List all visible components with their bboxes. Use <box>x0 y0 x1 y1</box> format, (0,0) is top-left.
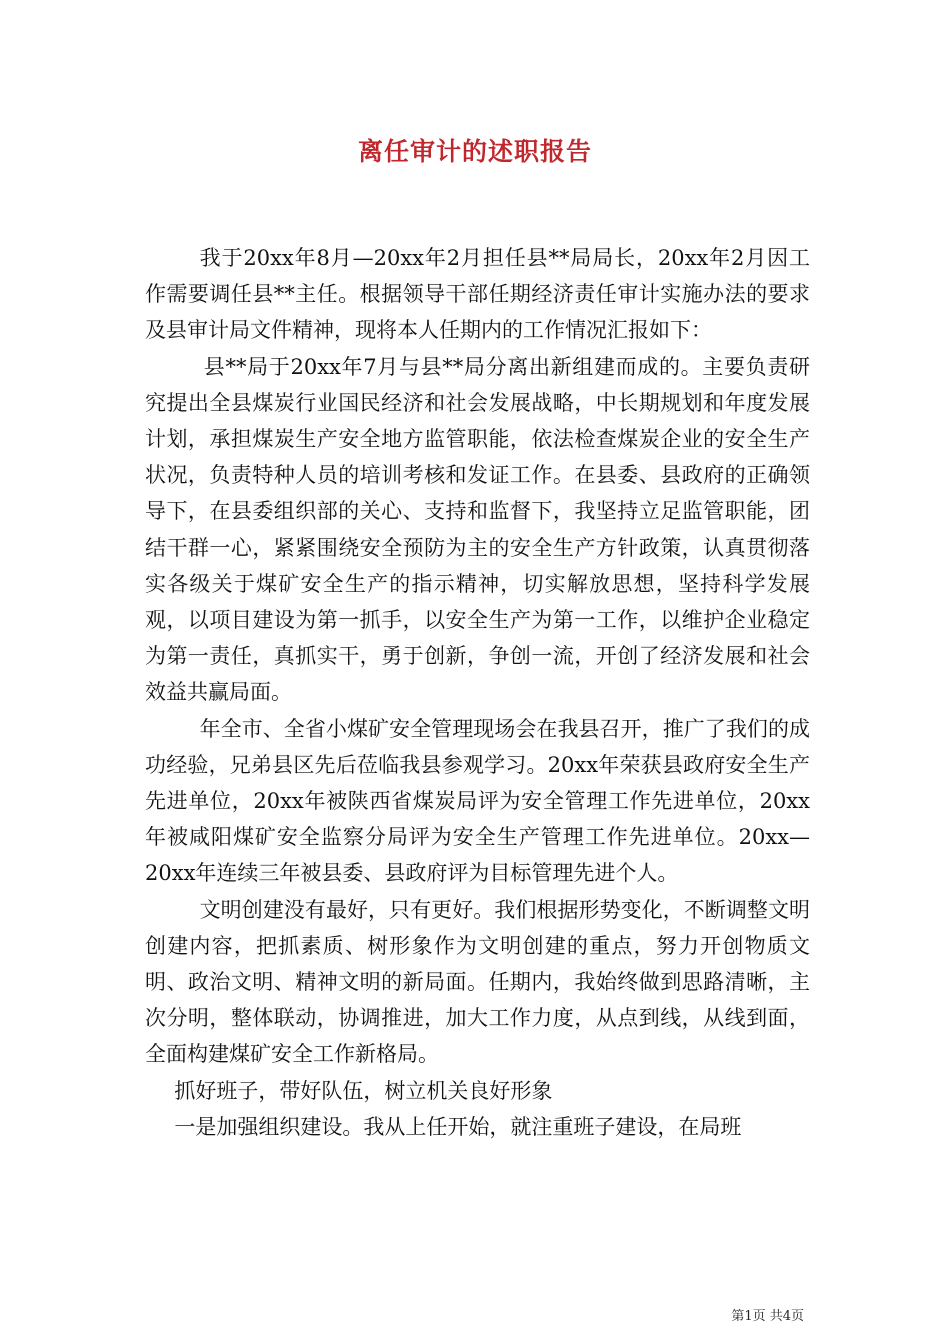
paragraph-organization: 一是加强组织建设。我从上任开始，就注重班子建设，在局班 <box>174 1114 742 1139</box>
page-number: 第1页 共4页 <box>731 1309 804 1324</box>
document-title: 离任审计的述职报告 <box>357 137 592 166</box>
paragraph-bureau-duties: 县**局于20xx年7月与县**局分离出新组建而成的。主要负责研究提出全县煤炭行业国民经济和社会发展战略，中长期规划和年度发展计划，承担煤炭生产安全地方监管职能，依法检查煤炭企业的安全生产状况，负责特种人员的培训考核和发证工作。在县委、县政府的正确领导下，在县委组织部的关心、支持和监督下，我坚持立足监管职能，团结干群一心，紧紧围绕安全预防为主的安全生产方针政策，认真贯彻落实各级关于煤矿安全生产的指示精神，切实解放思想，坚持科学发展观，以项目建设为第一抓手，以安全生产为第一工作，以维护企业稳定为第一责任，真抓实干，勇于创新，争创一流，开创了经济发展和社会效益共赢局面。 <box>145 354 810 705</box>
paragraph-intro: 我于20xx年8月—20xx年2月担任县**局局长，20xx年2月因工作需要调任县**主任。根据领导干部任期经济责任审计实施办法的要求及县审计局文件精神，现将本人任期内的工作情况汇报如下： <box>145 246 810 343</box>
document-body <box>145 240 810 1145</box>
paragraph-subheading: 抓好班子，带好队伍，树立机关良好形象 <box>174 1078 553 1103</box>
paragraph-achievements: 年全市、全省小煤矿安全管理现场会在我县召开，推广了我们的成功经验，兄弟县区先后莅临我县参观学习。20xx年荣获县政府安全生产先进单位，20xx年被陕西省煤炭局评为安全管理工作先进单位，20xx年被咸阳煤矿安全监察分局评为安全生产管理工作先进单位。20xx—20xx年连续三年被县委、县政府评为目标管理先进个人。 <box>145 716 810 886</box>
paragraph-civilization: 文明创建没有最好，只有更好。我们根据形势变化，不断调整文明创建内容，把抓素质、树形象作为文明创建的重点，努力开创物质文明、政治文明、精神文明的新局面。任期内，我始终做到思路清晰，主次分明，整体联动，协调推进，加大工作力度，从点到线，从线到面，全面构建煤矿安全工作新格局。 <box>145 897 810 1067</box>
